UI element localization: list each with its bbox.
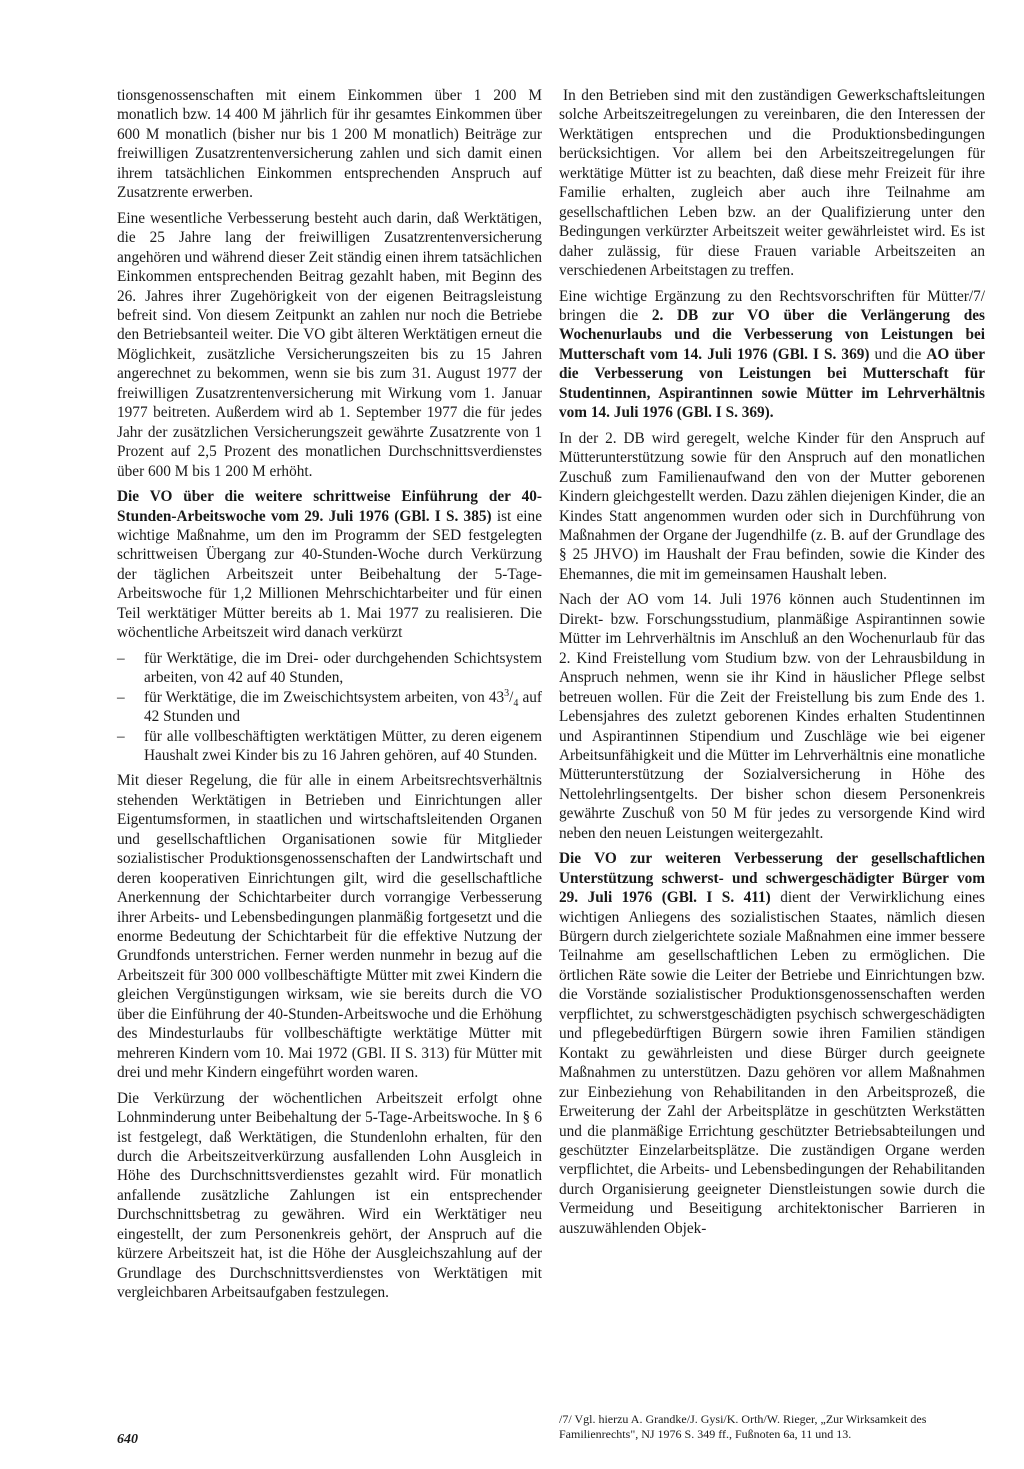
paragraph-text: Eine wichtige Ergänzung zu den Rechtsvorschriften für Mütter/7/ bringen die bbox=[559, 287, 985, 324]
fraction-numerator: 3 bbox=[504, 687, 510, 699]
paragraph bbox=[117, 487, 542, 643]
paragraph-text: dient der Verwirklichung eines wichtigen Anliegens des sozialistischen Staates, nämlich diesen Bürgern durch zielgerichtete soziale Maßnahmen eine immer bessere Teilnahme am gesellschaftlichen Leben zu ermöglichen. Die örtlichen Räte sowie die Leiter der Betriebe und Einrichtungen bzw. die Vorstände sozialistischer Produktionsgenossenschaften werden verpflichtet, zu schwerstgeschädigten psychisch schwergeschädigten und pflegebedürftigen Bürgern sowie ihren Familien ständigen Kontakt zu gewährleisten und diese Bürger durch geeignete Maßnahmen zu unterstützen. Dazu gehören vor allem Maßnahmen zur Einbeziehung von Rehabilitanden in den Arbeitsprozeß, die Erweiterung der Zahl der Arbeitsplätze in geschützten Werkstätten und die planmäßige Errichtung geschützter Betriebsabteilungen und geschützter Einzelarbeitsplätze. Die zuständigen Organe werden verpflichtet, die Arbeits- und Lebensbedingungen der Rehabilitanden durch Organisierung geeigneter Dienstleistungen sowie durch die Vermeidung und Beseitigung architektonischer Barrieren in auszuwählenden Objek- bbox=[559, 889, 985, 1237]
paragraph: Eine wesentliche Verbesserung besteht auch darin, daß Werktätigen, die 25 Jahre lang der freiwilligen Zusatzrentenversicherung angehören und während dieser Zeit ständig einen ihrem tatsächlichen Einkommen entsprechenden Beitrag gezahlt haben, mit Beginn des 26. Jahres ihrer Zugehörigkeit von der eigenen Beitragsleistung befreit sind. Von diesem Zeitpunkt an zahlen nur noch die Betriebe den Betriebsanteil weiter. Die VO gibt älteren Werktätigen erneut die Möglichkeit, zusätzliche Versicherungszeiten bis zu 15 Jahren angerechnet zu bekommen, wenn sie bis zum 31. August 1977 der freiwilligen Zusatzrentenversicherung mit Wirkung vom 1. Januar 1977 beitreten. Außerdem wird ab 1. September 1977 die für jedes Jahr der zusätzlichen Versicherungszeit gewährte Zusatzrente von 1 Prozent auf 2,5 Prozent des monatlichen Durchschnittsverdienstes über 600 M bis 1 200 M erhöht. bbox=[117, 209, 542, 480]
paragraph: tionsgenossenschaften mit einem Einkommen über 1 200 M monatlich bzw. 14 400 M jährlich für ihr gesamtes Einkommen über 600 M monatlich (bisher nur bis 1 200 M monatlich) Beiträge zur freiwilligen Zusatzrentenversicherung zahlen und sich damit einen ihrem tatsächlichen Einkommen entsprechenden Anspruch auf Zusatzrente erwerben. bbox=[117, 87, 542, 202]
list-item bbox=[117, 727, 542, 766]
paragraph: Nach der AO vom 14. Juli 1976 können auch Studentinnen im Direkt- bzw. Forschungsstudium, planmäßige Aspirantinnen sowie Mütter im Lehrverhältnis im Anschluß an den Wochenurlaub für das 2. Kind Freistellung vom Studium bzw. von der Lehrausbildung in Anspruch nehmen, wenn sie ihr Kind in häuslicher Pflege selbst betreuen wollen. Für die Zeit der Freistellung bis zum Ende des 1. Lebensjahres des zuletzt geborenen Kindes erhalten Studentinnen und Aspirantinnen Stipendium und Zuschläge wie bei eigener Arbeitsunfähigkeit und die Mütter im Lehrverhältnis eine monatliche Mütterunterstützung der Sozialversicherung in Höhe des Nettolehrlingsentgelts. Der bisher schon diesem Personenkreis gewährte Zuschuß von 50 M für jedes zu versorgende Kind wird neben den neuen Leistungen weitergezahlt. bbox=[559, 591, 985, 842]
dash-marker: – bbox=[117, 688, 125, 706]
paragraph: Mit dieser Regelung, die für alle in einem Arbeitsrechtsverhältnis stehenden Werktätigen in Betrieben und Einrichtungen aller Eigentumsformen, in staatlichen und wirtschaftsleitenden Organen und gesellschaftlichen Organisationen sowie für Mitglieder sozialistischer Produktionsgenossenschaften der Landwirtschaft und deren kooperativen Einrichtungen gilt, wird die gesellschaftliche Anerkennung der Schichtarbeiter durch vorrangige Verbesserung ihrer Arbeits- und Lebensbedingungen planmäßig fortgesetzt und die enorme Bedeutung der Schichtarbeit für die effektive Nutzung der Grundfonds unterstrichen. Ferner werden nunmehr in bezug auf die Arbeitszeit für 300 000 vollbeschäftigte Mütter mit zwei Kindern die gleichen Vergünstigungen wirksam, wie sie bereits durch die VO über die Einführung der 40-Stunden-Arbeitswoche und die Erhöhung des Mindesturlaubs für vollbeschäftigte werktätige Mütter mit mehreren Kindern vom 10. Mai 1972 (GBl. II S. 313) für Mütter mit drei und mehr Kindern eingeführt worden waren. bbox=[117, 772, 542, 1082]
paragraph: In der 2. DB wird geregelt, welche Kinder für den Anspruch auf Mütterunterstützung sowie für den Anspruch auf den monatlichen Zuschuß zum Familienaufwand den von der Mutter geborenen Kindern gleichgestellt werden. Dazu zählen diejenigen Kinder, die an Kindes Statt angenommen wurden oder sich in Durchführung von Maßnahmen der Organe der Jugendhilfe (z. B. auf der Grundlage des § 25 JHVO) im Haushalt der Frau befinden, sowie die Kinder des Ehemannes, die mit im gemeinsamen Haushalt leben. bbox=[559, 429, 985, 583]
list-item-text: für alle vollbeschäftigten werktätigen Mütter, zu deren eigenem Haushalt zwei Kinder bis zu 16 Jahren gehören, auf 40 Stunden. bbox=[144, 727, 542, 764]
paragraph-text: ist eine wichtige Maßnahme, um den im Programm der SED festgelegten schrittweisen Übergang zur 40-Stunden-Woche durch Verkürzung der täglichen Arbeitszeit unter Beibehaltung der 5-Tage-Arbeitswoche für 1,2 Millionen Mehrschichtarbeiter und für einen Teil werktätiger Mütter bereits ab 1. Mai 1977 zu realisieren. Die wöchentliche Arbeitszeit wird danach verkürzt bbox=[117, 507, 542, 642]
paragraph-text: und die bbox=[869, 345, 927, 363]
right-column bbox=[559, 86, 985, 1244]
page-number: 640 bbox=[117, 1432, 138, 1447]
dash-marker: – bbox=[117, 727, 125, 745]
paragraph: In den Betrieben sind mit den zuständigen Gewerkschaftsleitungen solche Arbeitszeitregelungen zu vereinbaren, die den Interessen der Werktätigen entsprechen und die Produktionsbedingungen berücksichtigen. Vor allem bei den Arbeitszeitregelungen für werktätige Mütter ist zu beachten, daß diese mehr Freizeit für ihre Familie erhalten, zugleich aber auch ihre Teilnahme am gesellschaftlichen Leben bzw. an der Qualifizierung unter den Bedingungen verkürzter Arbeitszeit weiter gewährleistet wird. Es ist daher zulässig, für diese Frauen variable Arbeitszeiten an verschiedenen Arbeitstagen zu treffen. bbox=[559, 87, 985, 280]
dash-marker: – bbox=[117, 649, 125, 667]
footnote: /7/ Vgl. hierzu A. Grandke/J. Gysi/K. Orth/W. Rieger, „Zur Wirksamkeit des Familienrechts", NJ 1976 S. 349 ff., Fußnoten 6a, 11 und 13. bbox=[559, 1412, 927, 1441]
bold-citation: 2. DB zur VO über die Verlängerung des Wochenurlaubs und die Verbesserung von Leistungen bei Mutterschaft vom 14. Juli 1976 (GBl. I S. 369) bbox=[559, 306, 985, 363]
paragraph bbox=[559, 849, 985, 1238]
fraction-slash: / bbox=[509, 688, 514, 706]
bold-citation: AO über die Verbesserung von Leistungen bei Mutterschaft für Studentinnen, Aspirantinnen sowie Mütter im Lehrverhältnis vom 14. Juli 1976 (GBl. I S. 369). bbox=[559, 345, 985, 422]
paragraph bbox=[559, 287, 985, 423]
list-item-text: auf 42 Stunden und bbox=[144, 688, 542, 726]
list-item-text: für Werktätige, die im Drei- oder durchgehenden Schichtsystem arbeiten, von 42 auf 40 Stunden, bbox=[144, 649, 542, 687]
list-item bbox=[117, 688, 542, 727]
dash-list bbox=[117, 649, 542, 766]
bold-citation: Die VO zur weiteren Verbesserung der gesellschaftlichen Unterstützung schwerst- und schwergeschädigter Bürger vom 29. Juli 1976 (GBl. I S. 411) bbox=[559, 850, 985, 907]
list-item bbox=[117, 649, 542, 688]
list-item-text: für Werktätige, die im Zweischichtsystem arbeiten, von 43 bbox=[144, 688, 505, 706]
fraction-denominator: 4 bbox=[513, 697, 519, 709]
paragraph: Die Verkürzung der wöchentlichen Arbeitszeit erfolgt ohne Lohnminderung unter Beibehaltung der 5-Tage-Arbeitswoche. In § 6 ist festgelegt, daß Werktätigen, die Stundenlohn erhalten, für den durch die Arbeitszeitverkürzung ausfallenden Lohn Ausgleich in Höhe des Durchschnittsverdienstes gezahlt wird. Für monatlich anfallende zusätzliche Zahlungen ist ein entsprechender Durchschnittsbetrag zu gewähren. Wird ein Werktätiger neu eingestellt, der zum Personenkreis gehört, der Anspruch auf die kürzere Arbeitszeit hat, ist die Höhe der Ausgleichszahlung auf der Grundlage des Durchschnittsverdienstes von Werktätigen mit vergleichbaren Arbeitsaufgaben festzulegen. bbox=[117, 1089, 542, 1302]
bold-citation: Die VO über die weitere schrittweise Einführung der 40-Stunden-Arbeitswoche vom 29. Juli 1976 (GBl. I S. 385) bbox=[117, 488, 542, 525]
left-column bbox=[117, 86, 542, 1309]
